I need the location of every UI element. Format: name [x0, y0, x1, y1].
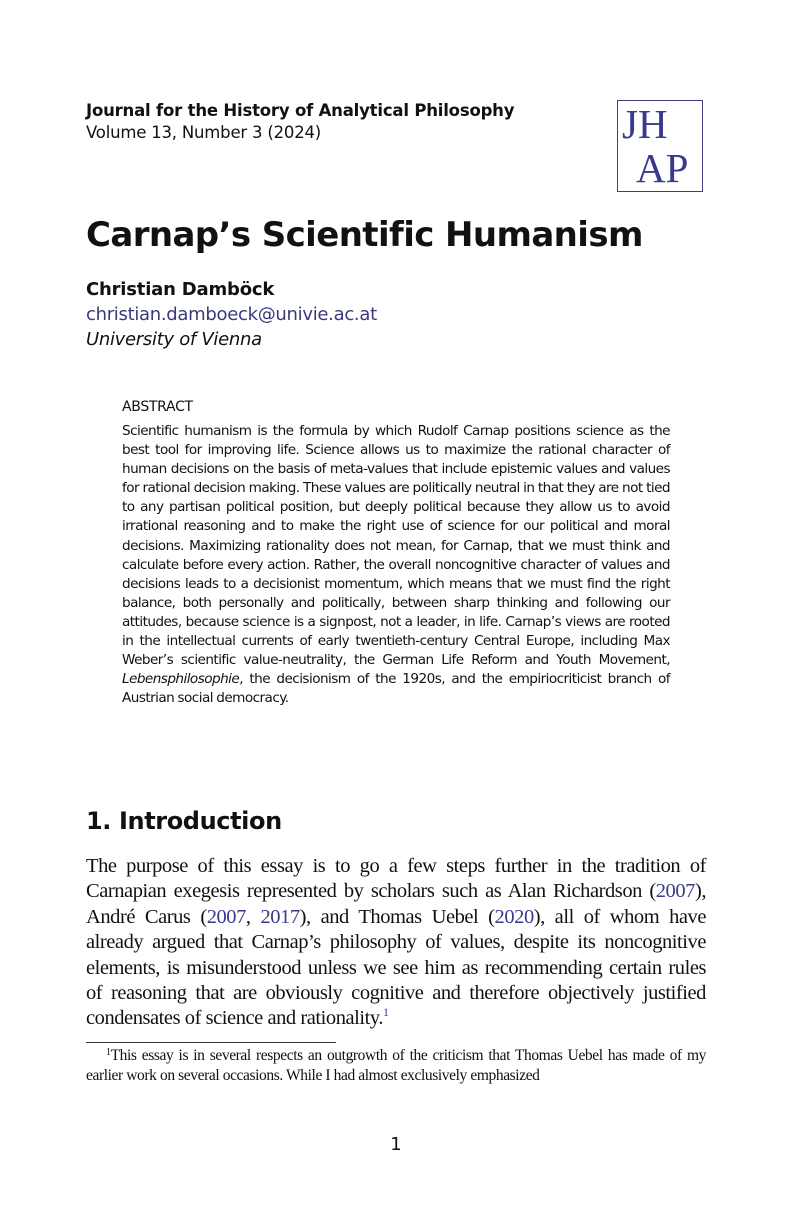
citation-link[interactable]: 2017 [260, 905, 300, 928]
intro-text: , [245, 905, 261, 928]
author-affiliation: University of Vienna [86, 329, 262, 350]
paper-title: Carnap’s Scientific Humanism [86, 215, 643, 255]
footnote [86, 1046, 706, 1086]
footnote-rule [86, 1042, 336, 1043]
journal-volume: Volume 13, Number 3 (2024) [86, 123, 322, 142]
footnote-marker-link[interactable]: 1 [383, 1005, 389, 1020]
journal-header [86, 100, 514, 144]
citation-link[interactable]: 2007 [206, 905, 246, 928]
logo-line-2: AP [636, 145, 689, 191]
abstract-body [122, 422, 670, 708]
author-email-link[interactable]: christian.damboeck@univie.ac.at [86, 304, 377, 325]
intro-text: ), and Thomas Uebel ( [299, 905, 495, 928]
author-name: Christian Damböck [86, 279, 275, 300]
intro-text: The purpose of this essay is to go a few steps further in the tradition of Carnapian exegesis represented by scholars such as Alan Richardson ( [86, 855, 706, 903]
intro-text: ), André Carus ( [86, 880, 706, 928]
journal-title: Journal for the History of Analytical Philosophy [86, 101, 515, 120]
page-number: 1 [390, 1134, 402, 1155]
abstract-label: ABSTRACT [122, 399, 193, 415]
intro-paragraph [86, 854, 706, 1032]
abstract [122, 396, 670, 708]
citation-link[interactable]: 2020 [494, 905, 534, 928]
journal-logo [617, 100, 703, 192]
author-block [86, 277, 377, 352]
intro-text: ), all of whom have already argued that Carnap’s philosophy of values, despite its noncognitive elements, is misunderstood unless we see him as recommending certain rules of reasoning that are obviously cognitive and therefore objectively justified condensates of science and rationality. [86, 905, 706, 1030]
section-heading: 1. Introduction [86, 807, 282, 835]
abstract-text-end: , the decisionism of the 1920s, and the empiriocriticist branch of Austrian social democracy. [122, 671, 670, 707]
abstract-italic-term: Lebensphilosophie [122, 671, 240, 688]
logo-line-1: JH [622, 101, 668, 147]
abstract-text: Scientific humanism is the formula by which Rudolf Carnap positions science as the best tool for improving life. Science allows us to maximize the rational character of human decisions on the basis of meta-values that include epistemic values and values for rational decision making. These values are politically neutral in that they are not tied to any partisan political position, but deeply political because they allow us to avoid irrational reasoning and to make the right use of science for our political and moral decisions. Maximizing rationality does not mean, for Carnap, that we must think and calculate before every action. Rather, the overall noncognitive character of values and decisions leads to a decisionist momentum, which means that we must find the right balance, both personally and politically, between sharp thinking and following our attitudes, because science is a signpost, not a leader, in life. Carnap’s views are rooted in the intellectual currents of early twentieth-century Central Europe, including Max Weber’s scientific value-neutrality, the German Life Reform and Youth Movement, [122, 423, 670, 669]
citation-link[interactable]: 2007 [655, 880, 695, 903]
footnote-number: 1 [106, 1047, 111, 1058]
footnote-text: This essay is in several respects an outgrowth of the criticism that Thomas Uebel has made of my earlier work on several occasions. While I had almost exclusively emphasized [86, 1047, 706, 1084]
